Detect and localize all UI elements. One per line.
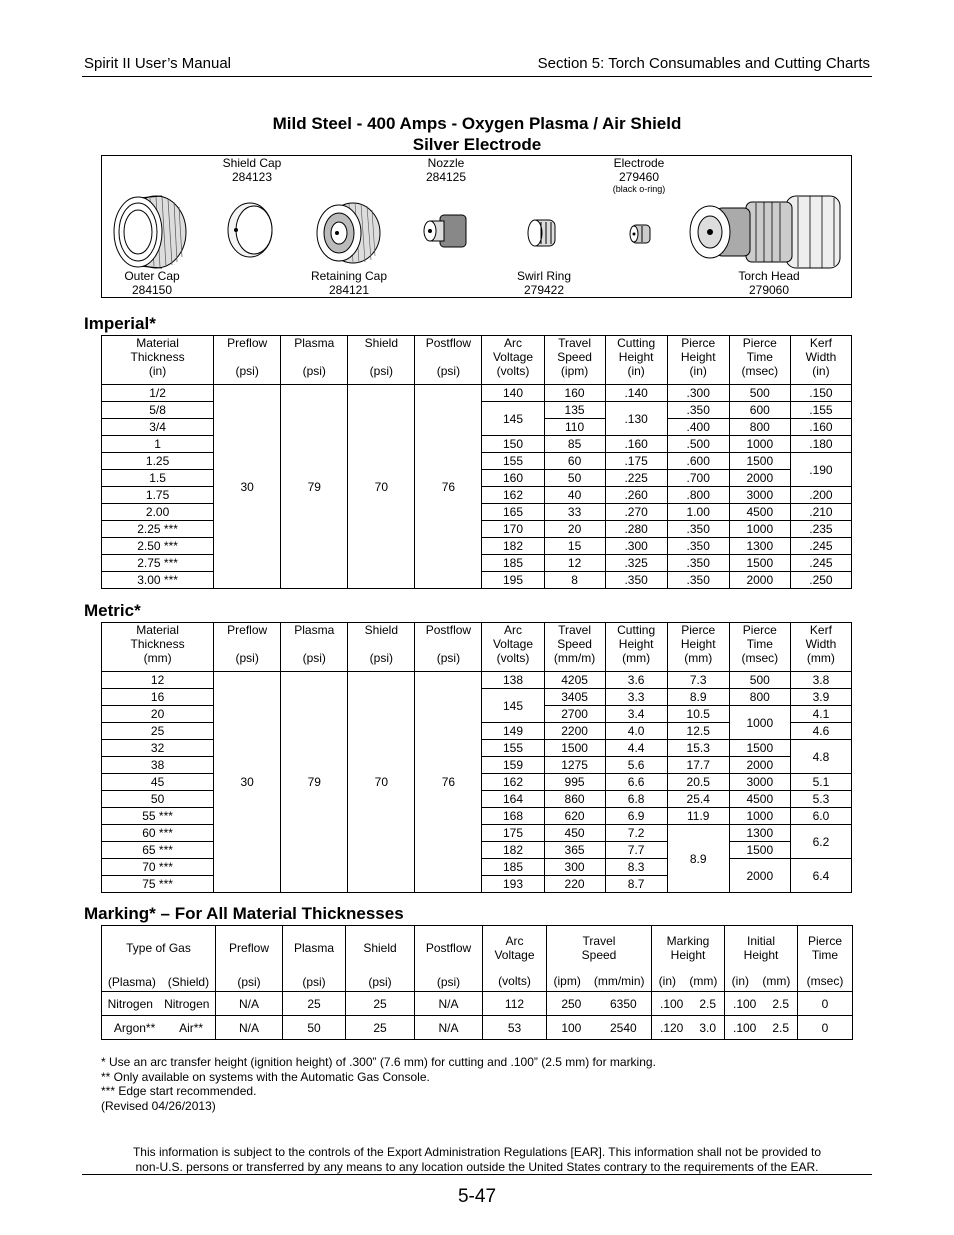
- cell: 32: [102, 740, 214, 757]
- cell: 165: [482, 504, 544, 521]
- table-row: [102, 385, 852, 402]
- cell: 6.4: [790, 859, 851, 893]
- cell: 50: [283, 1016, 346, 1040]
- cell: .800: [667, 487, 729, 504]
- cell: .300: [667, 385, 729, 402]
- header-initial-height: Initial Height (in) (mm): [725, 926, 798, 992]
- cell: 500: [729, 385, 790, 402]
- cell: 995: [544, 774, 605, 791]
- cell: 800: [729, 419, 790, 436]
- cell: 55 ***: [102, 808, 214, 825]
- cell: .175: [605, 453, 667, 470]
- header-cell: Pierce Height (mm): [667, 623, 729, 672]
- cell: 1.25: [102, 453, 214, 470]
- cell: 20: [102, 706, 214, 723]
- cell: .100 2.5: [725, 992, 798, 1016]
- metric-header-row: [102, 623, 852, 672]
- plasma-cell: 79: [281, 385, 348, 589]
- header-cell: Shield (psi): [348, 623, 415, 672]
- header-cell: Preflow (psi): [214, 623, 281, 672]
- cell: .700: [667, 470, 729, 487]
- cell: 160: [544, 385, 605, 402]
- cell: 800: [729, 689, 790, 706]
- cell: 620: [544, 808, 605, 825]
- cell: .155: [790, 402, 851, 419]
- table-row: [102, 672, 852, 689]
- header-marking-height: Marking Height (in) (mm): [652, 926, 725, 992]
- cell: 45: [102, 774, 214, 791]
- header-cell: Kerf Width (in): [790, 336, 851, 385]
- cell: .350: [667, 572, 729, 589]
- cell: 60: [544, 453, 605, 470]
- cell: .140: [605, 385, 667, 402]
- cell: 8.3: [605, 859, 667, 876]
- cell: 38: [102, 757, 214, 774]
- cell: 12: [102, 672, 214, 689]
- cell: 2000: [729, 859, 790, 893]
- torch-head-image: [686, 192, 848, 272]
- cell: 1000: [729, 808, 790, 825]
- metric-table: [101, 622, 852, 893]
- header-cell: Travel Speed (mm/m): [544, 623, 605, 672]
- cell: 6.8: [605, 791, 667, 808]
- cell: .130: [605, 402, 667, 436]
- cell: 8.9: [667, 825, 729, 893]
- header-cell: Arc Voltage (volts): [482, 623, 544, 672]
- chart-title: Mild Steel - 400 Amps - Oxygen Plasma / Air Shield: [272, 114, 682, 133]
- cell: 2000: [729, 470, 790, 487]
- cell: 2.75 ***: [102, 555, 214, 572]
- header-pierce-time: Pierce Time (msec): [798, 926, 853, 992]
- revision-note: (Revised 04/26/2013): [101, 1098, 216, 1113]
- cell: 1: [102, 436, 214, 453]
- cell: 4500: [729, 791, 790, 808]
- header-cell: Kerf Width (mm): [790, 623, 851, 672]
- cell: 16: [102, 689, 214, 706]
- imperial-header-row: [102, 336, 852, 385]
- cell: .300: [605, 538, 667, 555]
- cell: N/A: [216, 1016, 283, 1040]
- cell: .245: [790, 538, 851, 555]
- cell: 193: [482, 876, 544, 893]
- cell: 5.1: [790, 774, 851, 791]
- cell: 2.00: [102, 504, 214, 521]
- header-cell: Material Thickness (in): [102, 336, 214, 385]
- cell: 140: [482, 385, 544, 402]
- cell: 15.3: [667, 740, 729, 757]
- cell: 3000: [729, 487, 790, 504]
- cell: 365: [544, 842, 605, 859]
- cell: 1500: [729, 453, 790, 470]
- cell: 138: [482, 672, 544, 689]
- cell: 1/2: [102, 385, 214, 402]
- cell: 450: [544, 825, 605, 842]
- cell: .100 2.5: [725, 1016, 798, 1040]
- cell: 145: [482, 402, 544, 436]
- shield-cell: 70: [348, 385, 415, 589]
- preflow-cell: 30: [214, 385, 281, 589]
- cell: 162: [482, 774, 544, 791]
- cell: 195: [482, 572, 544, 589]
- marking-heading: Marking* – For All Material Thicknesses: [84, 904, 404, 923]
- cell: 20.5: [667, 774, 729, 791]
- footer-rule: [82, 1174, 872, 1175]
- cell: 25.4: [667, 791, 729, 808]
- header-cell: Plasma (psi): [281, 336, 348, 385]
- header-cell: Pierce Time (msec): [729, 336, 790, 385]
- cell: 1500: [729, 555, 790, 572]
- cell: N/A: [415, 992, 483, 1016]
- cell: 164: [482, 791, 544, 808]
- cell: 1500: [729, 740, 790, 757]
- cell: .280: [605, 521, 667, 538]
- cell: 112: [483, 992, 547, 1016]
- cell: 25: [283, 992, 346, 1016]
- outer-cap-label: Outer Cap 284150: [124, 269, 180, 297]
- table-row: [102, 992, 853, 1016]
- cell: .100 2.5: [652, 992, 725, 1016]
- cell: 25: [346, 992, 415, 1016]
- cell: 2000: [729, 757, 790, 774]
- nozzle-image: [420, 213, 470, 249]
- cell: 5.6: [605, 757, 667, 774]
- cell: 2700: [544, 706, 605, 723]
- header-cell: Postflow (psi): [415, 336, 482, 385]
- cell: .350: [667, 521, 729, 538]
- header-travel-speed: Travel Speed (ipm) (mm/min): [547, 926, 652, 992]
- cell: .160: [790, 419, 851, 436]
- cell: 50: [102, 791, 214, 808]
- cell: 3.6: [605, 672, 667, 689]
- cell: 15: [544, 538, 605, 555]
- cell: .225: [605, 470, 667, 487]
- cell: .350: [667, 538, 729, 555]
- marking-table: [101, 925, 853, 1040]
- cell: 70 ***: [102, 859, 214, 876]
- cell: 4.6: [790, 723, 851, 740]
- cell: 3/4: [102, 419, 214, 436]
- cell: 145: [482, 689, 544, 723]
- cell: .120 3.0: [652, 1016, 725, 1040]
- shield-cap-label: Shield Cap 284123: [222, 156, 282, 184]
- manual-title: Spirit II User’s Manual: [84, 55, 231, 72]
- cell: 1000: [729, 706, 790, 740]
- cell: 3.9: [790, 689, 851, 706]
- ear-notice: This information is subject to the controls of the Export Administration Regulations [EAR]. This information shall not be provided to non-U.S. persons or transferred by any means to any location outside the United States contrary to the requirements of the EAR.: [132, 1145, 822, 1174]
- cell: 182: [482, 538, 544, 555]
- cell: 4.4: [605, 740, 667, 757]
- chart-subtitle: Silver Electrode: [412, 135, 542, 154]
- cell: .400: [667, 419, 729, 436]
- page-number: 5-47: [457, 1186, 497, 1207]
- cell: 860: [544, 791, 605, 808]
- cell: 2200: [544, 723, 605, 740]
- cell: 7.7: [605, 842, 667, 859]
- cell: 0: [798, 1016, 853, 1040]
- cell: 2.25 ***: [102, 521, 214, 538]
- cell: 1.5: [102, 470, 214, 487]
- cell: .245: [790, 555, 851, 572]
- cell: 149: [482, 723, 544, 740]
- cell: 11.9: [667, 808, 729, 825]
- cell: 8: [544, 572, 605, 589]
- header-cell: Cutting Height (mm): [605, 623, 667, 672]
- cell: 25: [346, 1016, 415, 1040]
- cell: 3.4: [605, 706, 667, 723]
- header-cell: Pierce Height (in): [667, 336, 729, 385]
- retaining-cap-image: [309, 200, 385, 266]
- swirl-ring-label: Swirl Ring 279422: [516, 269, 571, 297]
- cell: 85: [544, 436, 605, 453]
- cell: 175: [482, 825, 544, 842]
- nozzle-label: Nozzle 284125: [425, 156, 467, 184]
- metric-heading: Metric*: [84, 601, 141, 620]
- cell: 0: [798, 992, 853, 1016]
- cell: 300: [544, 859, 605, 876]
- cell: 155: [482, 740, 544, 757]
- cell: 5/8: [102, 402, 214, 419]
- cell: 6.6: [605, 774, 667, 791]
- plasma-cell: 79: [281, 672, 348, 893]
- cell: 65 ***: [102, 842, 214, 859]
- header-cell: Pierce Time (msec): [729, 623, 790, 672]
- cell: 1300: [729, 825, 790, 842]
- header-cell: Postflow (psi): [415, 623, 482, 672]
- cell: 220: [544, 876, 605, 893]
- cell: 2000: [729, 572, 790, 589]
- cell: 1500: [544, 740, 605, 757]
- cell: .600: [667, 453, 729, 470]
- marking-header-row: [102, 926, 853, 992]
- header-cell: Shield (psi): [348, 336, 415, 385]
- shield-cap-image: [224, 200, 276, 260]
- cell: 20: [544, 521, 605, 538]
- cell: .190: [790, 453, 851, 487]
- cell: 40: [544, 487, 605, 504]
- header-shield: Shield (psi): [346, 926, 415, 992]
- header-preflow: Preflow (psi): [216, 926, 283, 992]
- cell: 1.75: [102, 487, 214, 504]
- consumables-panel: [101, 155, 852, 298]
- cell: 185: [482, 555, 544, 572]
- cell: 17.7: [667, 757, 729, 774]
- header-cell: Cutting Height (in): [605, 336, 667, 385]
- footnotes: [101, 1055, 656, 1113]
- cell: 4205: [544, 672, 605, 689]
- cell: 6.9: [605, 808, 667, 825]
- cell: .260: [605, 487, 667, 504]
- cell: .150: [790, 385, 851, 402]
- preflow-cell: 30: [214, 672, 281, 893]
- cell: 500: [729, 672, 790, 689]
- cell: 8.9: [667, 689, 729, 706]
- outer-cap-image: [106, 192, 190, 272]
- cell: 4.0: [605, 723, 667, 740]
- cell: Nitrogen Nitrogen: [102, 992, 216, 1016]
- cell: 1300: [729, 538, 790, 555]
- cell: 10.5: [667, 706, 729, 723]
- cell: .325: [605, 555, 667, 572]
- table-row: [102, 1016, 853, 1040]
- cell: 600: [729, 402, 790, 419]
- cell: 33: [544, 504, 605, 521]
- cell: 1500: [729, 842, 790, 859]
- cell: 185: [482, 859, 544, 876]
- header-postflow: Postflow (psi): [415, 926, 483, 992]
- header-cell: Arc Voltage (volts): [482, 336, 544, 385]
- header-rule: [82, 76, 872, 77]
- cell: .350: [667, 555, 729, 572]
- header-cell: Material Thickness (mm): [102, 623, 214, 672]
- postflow-cell: 76: [415, 672, 482, 893]
- cell: 4.8: [790, 740, 851, 774]
- torch-head-label: Torch Head 279060: [738, 269, 800, 297]
- cell: 25: [102, 723, 214, 740]
- cell: .250: [790, 572, 851, 589]
- imperial-table: [101, 335, 852, 589]
- cell: 1000: [729, 436, 790, 453]
- cell: Argon** Air**: [102, 1016, 216, 1040]
- cell: 170: [482, 521, 544, 538]
- footnote: ** Only available on systems with the Automatic Gas Console.: [101, 1069, 430, 1084]
- cell: 3.00 ***: [102, 572, 214, 589]
- cell: 162: [482, 487, 544, 504]
- cell: .350: [667, 402, 729, 419]
- cell: 1275: [544, 757, 605, 774]
- cell: 4500: [729, 504, 790, 521]
- footnote: *** Edge start recommended.: [101, 1084, 257, 1098]
- cell: .180: [790, 436, 851, 453]
- cell: 1.00: [667, 504, 729, 521]
- header-plasma: Plasma (psi): [283, 926, 346, 992]
- header-arc-voltage: Arc Voltage (volts): [483, 926, 547, 992]
- cell: 159: [482, 757, 544, 774]
- cell: 2.50 ***: [102, 538, 214, 555]
- cell: 168: [482, 808, 544, 825]
- cell: 75 ***: [102, 876, 214, 893]
- cell: .350: [605, 572, 667, 589]
- electrode-image: [626, 222, 654, 246]
- header-cell: Preflow (psi): [214, 336, 281, 385]
- cell: 250 6350: [547, 992, 652, 1016]
- cell: .200: [790, 487, 851, 504]
- cell: 182: [482, 842, 544, 859]
- footnote: * Use an arc transfer height (ignition height) of .300” (7.6 mm) for cutting and .100” (2.5 mm) for marking.: [101, 1055, 656, 1069]
- cell: 12.5: [667, 723, 729, 740]
- cell: 110: [544, 419, 605, 436]
- cell: 6.0: [790, 808, 851, 825]
- cell: .210: [790, 504, 851, 521]
- cell: 1000: [729, 521, 790, 538]
- swirl-ring-image: [525, 216, 561, 250]
- cell: .160: [605, 436, 667, 453]
- postflow-cell: 76: [415, 385, 482, 589]
- cell: 7.3: [667, 672, 729, 689]
- section-title: Section 5: Torch Consumables and Cutting Charts: [537, 55, 870, 72]
- cell: 100 2540: [547, 1016, 652, 1040]
- cell: 6.2: [790, 825, 851, 859]
- cell: 155: [482, 453, 544, 470]
- cell: .235: [790, 521, 851, 538]
- cell: 160: [482, 470, 544, 487]
- cell: 3405: [544, 689, 605, 706]
- cell: 135: [544, 402, 605, 419]
- cell: 5.3: [790, 791, 851, 808]
- cell: 150: [482, 436, 544, 453]
- cell: 3000: [729, 774, 790, 791]
- cell: 53: [483, 1016, 547, 1040]
- cell: N/A: [216, 992, 283, 1016]
- cell: .500: [667, 436, 729, 453]
- cell: 8.7: [605, 876, 667, 893]
- cell: 7.2: [605, 825, 667, 842]
- cell: .270: [605, 504, 667, 521]
- cell: 4.1: [790, 706, 851, 723]
- imperial-heading: Imperial*: [84, 314, 156, 333]
- cell: 12: [544, 555, 605, 572]
- cell: N/A: [415, 1016, 483, 1040]
- cell: 60 ***: [102, 825, 214, 842]
- header-cell: Travel Speed (ipm): [544, 336, 605, 385]
- header-type-of-gas: Type of Gas (Plasma) (Shield): [102, 926, 216, 992]
- cell: 3.8: [790, 672, 851, 689]
- shield-cell: 70: [348, 672, 415, 893]
- header-cell: Plasma (psi): [281, 623, 348, 672]
- retaining-cap-label: Retaining Cap 284121: [310, 269, 388, 297]
- cell: 3.3: [605, 689, 667, 706]
- electrode-label: Electrode 279460 (black o-ring): [612, 156, 666, 194]
- cell: 50: [544, 470, 605, 487]
